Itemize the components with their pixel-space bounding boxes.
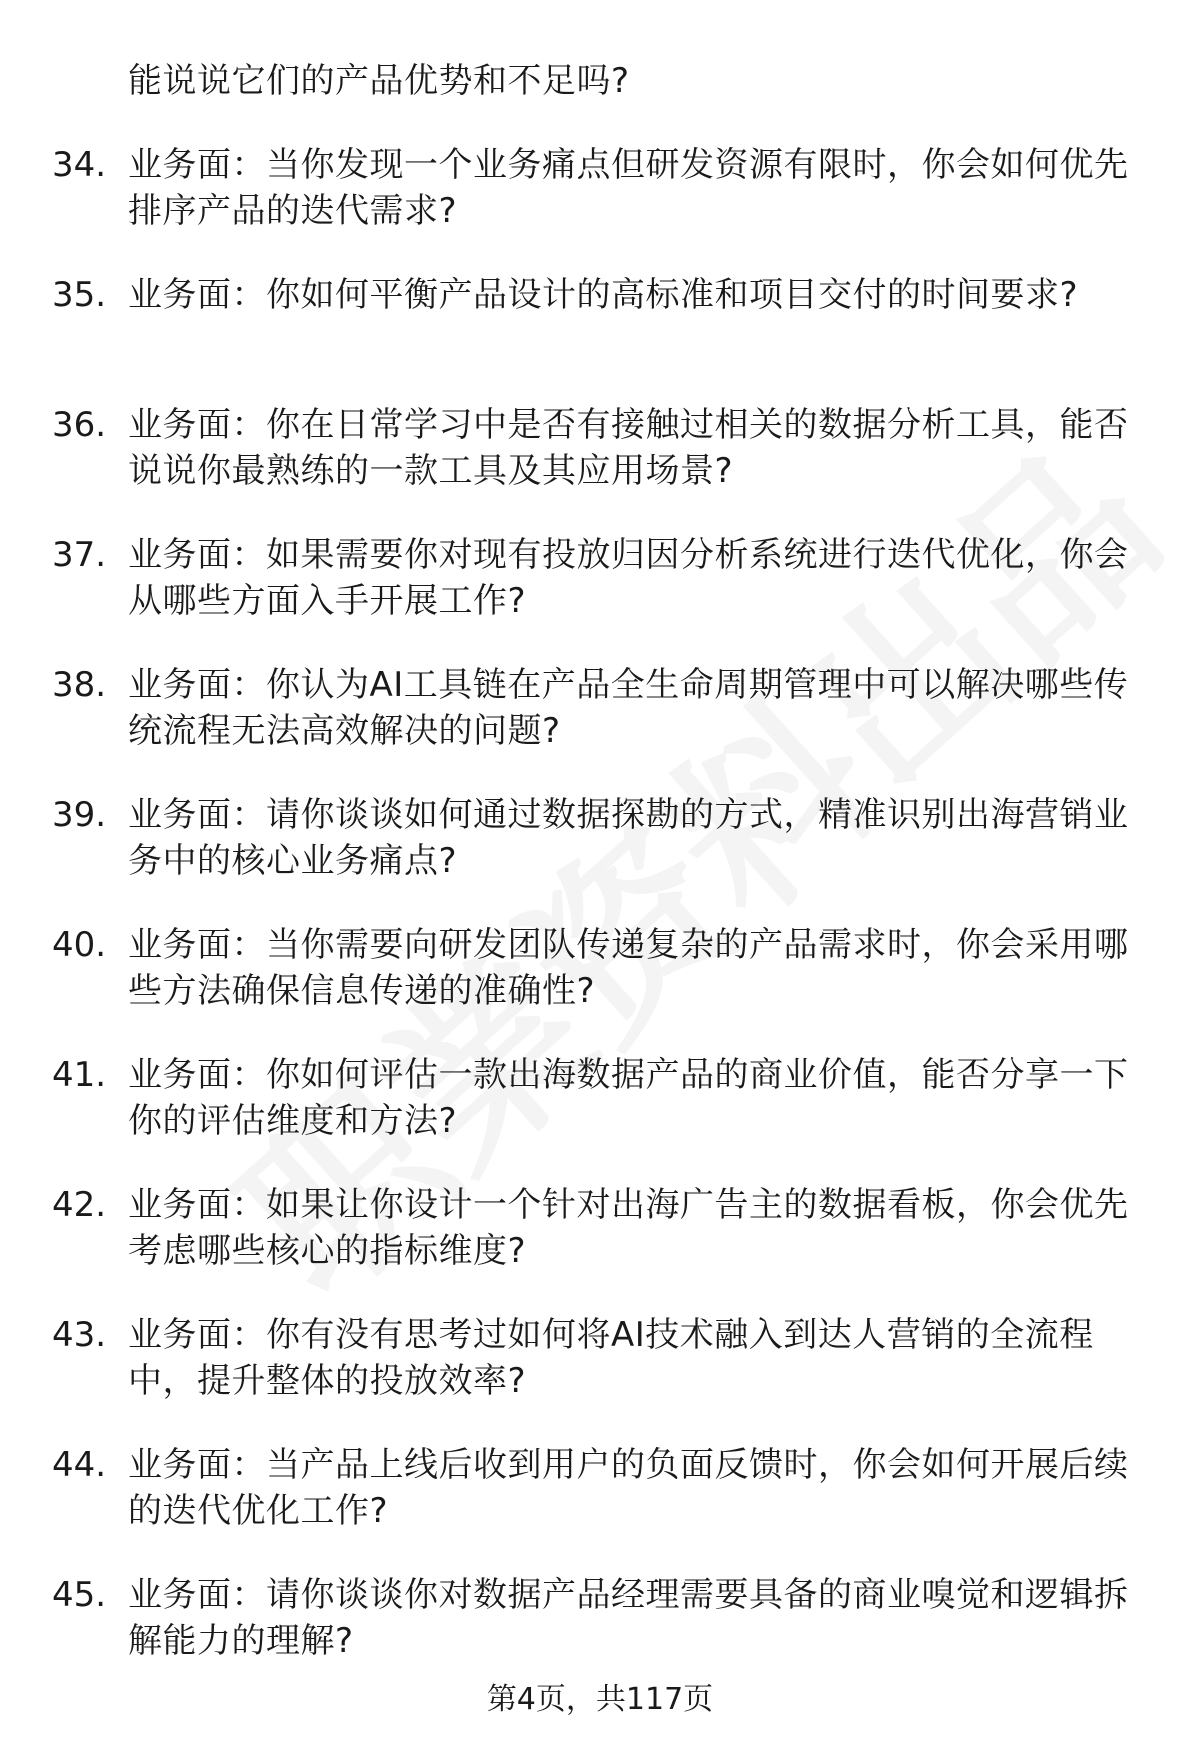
question-text: 业务面：请你谈谈如何通过数据探勘的方式，精准识别出海营销业务中的核心业务痛点? <box>128 795 1129 881</box>
question-number: 41. <box>52 1055 107 1095</box>
question-item <box>0 922 1200 1052</box>
question-text: 业务面：你如何平衡产品设计的高标准和项目交付的时间要求? <box>128 275 1079 315</box>
question-text: 业务面：你有没有思考过如何将AI技术融入到达人营销的全流程中，提升整体的投放效率? <box>128 1315 1094 1401</box>
question-item <box>0 1182 1200 1312</box>
question-item <box>0 1312 1200 1442</box>
question-number: 36. <box>52 405 107 445</box>
question-number: 34. <box>52 145 107 185</box>
question-item <box>0 142 1200 272</box>
question-text: 业务面：当产品上线后收到用户的负面反馈时，你会如何开展后续的迭代优化工作? <box>128 1445 1129 1531</box>
question-number: 39. <box>52 795 107 835</box>
question-item <box>0 1052 1200 1182</box>
question-item <box>0 1442 1200 1572</box>
continuation-text: 能说说它们的产品优势和不足吗? <box>128 61 630 101</box>
question-text: 业务面：如果需要你对现有投放归因分析系统进行迭代优化，你会从哪些方面入手开展工作? <box>128 535 1129 621</box>
question-text: 业务面：你认为AI工具链在产品全生命周期管理中可以解决哪些传统流程无法高效解决的问题? <box>128 665 1129 751</box>
question-number: 38. <box>52 665 107 705</box>
question-number: 35. <box>52 275 107 315</box>
question-text: 业务面：你在日常学习中是否有接触过相关的数据分析工具，能否说说你最熟练的一款工具及其应用场景? <box>128 405 1129 491</box>
question-item <box>0 402 1200 532</box>
question-number: 40. <box>52 925 107 965</box>
question-item <box>0 272 1200 402</box>
question-number: 44. <box>52 1445 107 1485</box>
question-text: 业务面：请你谈谈你对数据产品经理需要具备的商业嗅觉和逻辑拆解能力的理解? <box>128 1575 1129 1661</box>
question-number: 42. <box>52 1185 107 1225</box>
question-number: 43. <box>52 1315 107 1355</box>
question-item <box>0 792 1200 922</box>
question-text: 业务面：当你发现一个业务痛点但研发资源有限时，你会如何优先排序产品的迭代需求? <box>128 145 1129 231</box>
question-item <box>0 662 1200 792</box>
question-number: 37. <box>52 535 107 575</box>
question-item <box>0 532 1200 662</box>
question-text: 业务面：你如何评估一款出海数据产品的商业价值，能否分享一下你的评估维度和方法? <box>128 1055 1129 1141</box>
question-list <box>0 142 1200 1702</box>
question-number: 45. <box>52 1575 107 1615</box>
page-footer: 第4页，共117页 <box>486 1682 714 1717</box>
question-text: 业务面：如果让你设计一个针对出海广告主的数据看板，你会优先考虑哪些核心的指标维度? <box>128 1185 1129 1271</box>
question-text: 业务面：当你需要向研发团队传递复杂的产品需求时，你会采用哪些方法确保信息传递的准确性? <box>128 925 1129 1011</box>
